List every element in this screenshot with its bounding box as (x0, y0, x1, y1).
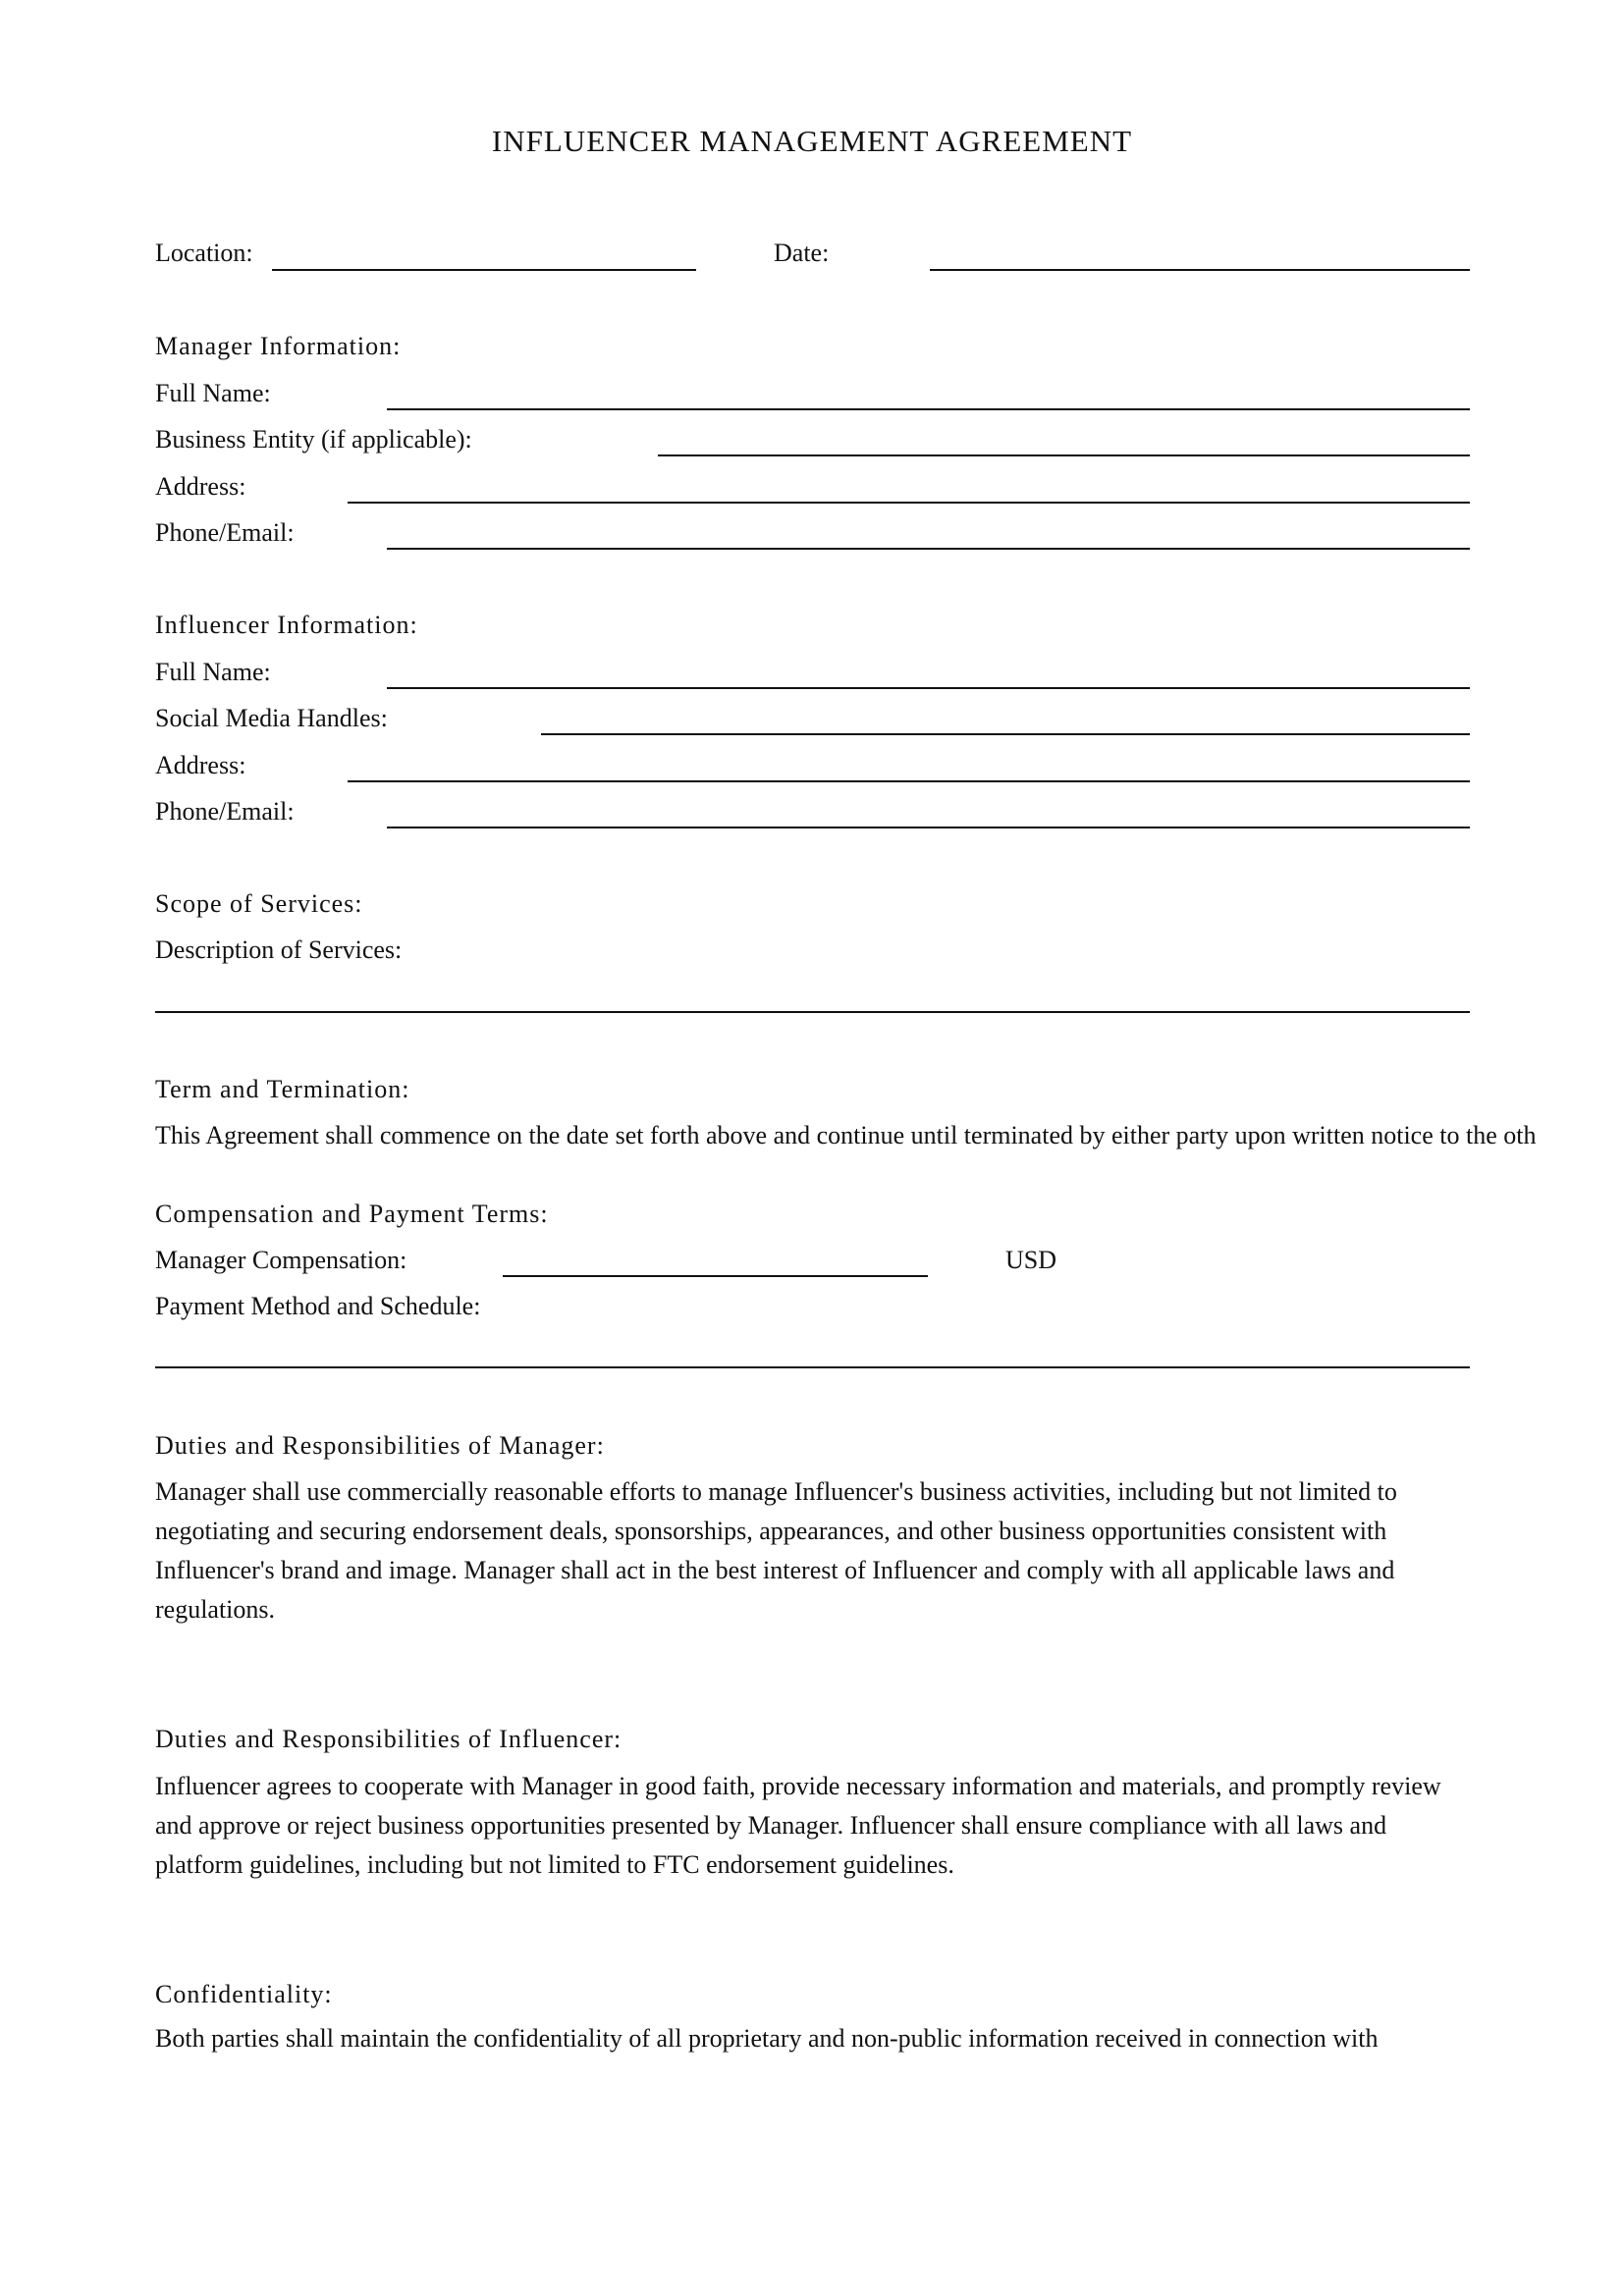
currency-label: USD (1005, 1246, 1057, 1274)
manager-contact-label: Phone/Email: (155, 518, 295, 547)
influencer-full-name-label: Full Name: (155, 658, 271, 686)
payment-method-label: Payment Method and Schedule: (155, 1292, 481, 1320)
manager-contact-field[interactable] (387, 548, 1470, 550)
manager-full-name-label: Full Name: (155, 379, 271, 407)
manager-entity-label: Business Entity (if applicable): (155, 425, 472, 454)
manager-address-field[interactable] (348, 502, 1470, 504)
payment-method-field[interactable] (155, 1366, 1470, 1368)
scope-description-label: Description of Services: (155, 935, 403, 964)
manager-duties-heading: Duties and Responsibilities of Manager: (155, 1431, 605, 1460)
confidentiality-heading: Confidentiality: (155, 1980, 333, 2008)
compensation-heading: Compensation and Payment Terms: (155, 1200, 549, 1228)
manager-duties-text: Manager shall use commercially reasonable efforts to manage Influencer's business activities, including but not limited to negotiating and securing endorsement deals, sponsorships, appearances, and other business opportunities consistent with Influencer's brand and image. Manager shall act in the best interest of Influencer and comply with all applicable laws and regulations. (155, 1477, 1397, 1624)
influencer-full-name-field[interactable] (387, 687, 1470, 689)
influencer-contact-field[interactable] (387, 827, 1470, 828)
manager-compensation-label: Manager Compensation: (155, 1246, 407, 1274)
manager-address-label: Address: (155, 472, 246, 501)
location-label: Location: (155, 239, 253, 267)
influencer-duties-heading: Duties and Responsibilities of Influencer: (155, 1725, 623, 1753)
date-field[interactable] (930, 269, 1470, 271)
term-text: This Agreement shall commence on the date set forth above and continue until terminated by either party upon written notice to the oth (155, 1121, 1537, 1149)
influencer-duties-text: Influencer agrees to cooperate with Manager in good faith, provide necessary information and materials, and promptly review and approve or reject business opportunities presented by Manager. Influencer shall ensure compliance with all laws and platform guidelines, including but not limited to FTC endorsement guidelines. (155, 1772, 1441, 1879)
location-field[interactable] (272, 269, 696, 271)
influencer-address-field[interactable] (348, 780, 1470, 782)
document-title: INFLUENCER MANAGEMENT AGREEMENT (491, 124, 1133, 158)
scope-description-field[interactable] (155, 1011, 1470, 1013)
manager-compensation-field[interactable] (503, 1275, 928, 1277)
date-label: Date: (774, 239, 830, 267)
influencer-contact-label: Phone/Email: (155, 797, 295, 826)
manager-full-name-field[interactable] (387, 408, 1470, 410)
scope-heading: Scope of Services: (155, 889, 363, 918)
influencer-handles-label: Social Media Handles: (155, 704, 388, 732)
confidentiality-text: Both parties shall maintain the confidentiality of all proprietary and non-public information received in connection with (155, 2024, 1379, 2053)
influencer-info-heading: Influencer Information: (155, 611, 418, 639)
influencer-address-label: Address: (155, 751, 246, 779)
manager-info-heading: Manager Information: (155, 332, 402, 360)
influencer-handles-field[interactable] (541, 733, 1470, 735)
term-heading: Term and Termination: (155, 1075, 410, 1103)
manager-entity-field[interactable] (658, 454, 1470, 456)
